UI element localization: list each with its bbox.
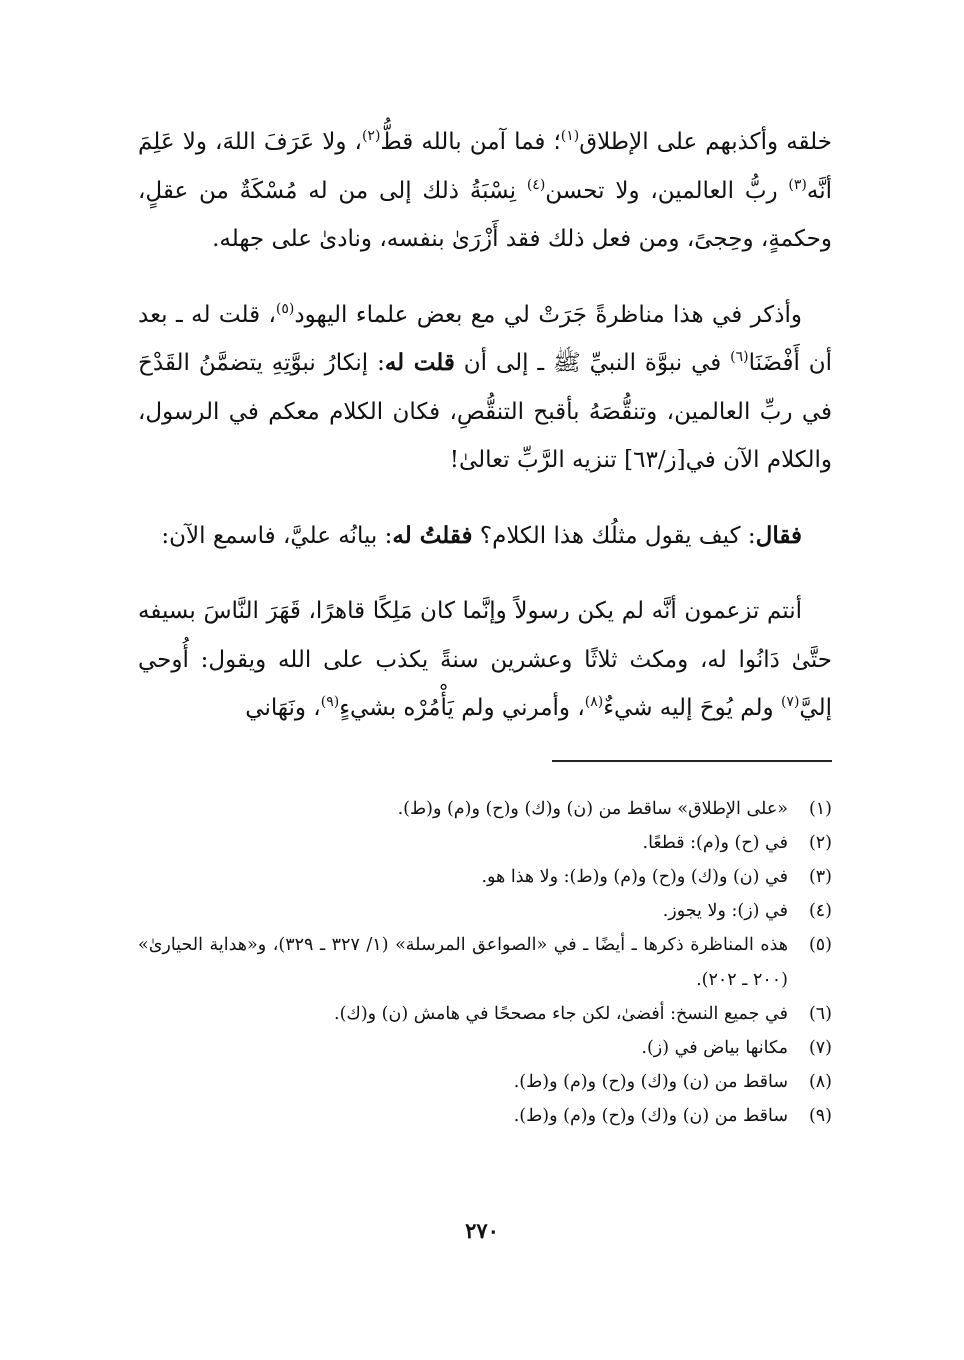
text-run: في نبوَّة النبيِّ ﷺ ـ إلى أن (454, 350, 731, 376)
text-run: ، ونَهَاني (245, 695, 321, 721)
footnote-number: (١) (808, 798, 832, 819)
footnotes (138, 792, 832, 1134)
footnote-text: «على الإطلاق» ساقط من (ن) و(ك) و(ح) و(م) و(ط). (397, 798, 788, 819)
bold-phrase: قلت له (384, 349, 455, 376)
bold-phrase: فقال (755, 521, 802, 549)
footnote-marker: (٨) (584, 694, 604, 710)
footnote-text: هذه المناظرة ذكرها ـ أيضًا ـ في «الصواعق المرسلة» (١/ ٣٢٧ ـ ٣٢٩)، و«هداية الحيارىٰ» (٢٠٠ ـ ٢٠٢). (138, 935, 788, 990)
footnote-text: في جميع النسخ: أفضىٰ، لكن جاء مصححًا في هامش (ن) و(ك). (334, 1003, 788, 1024)
text-run: نِسْبَةُ ذلك إلى من له مُسْكَةٌ من عقلٍ، وحكمةٍ، وحِجىً، ومن فعل ذلك فقد أَزْرَىٰ بنفسه، ونادىٰ على جهله. (138, 177, 832, 252)
footnote-text: في (ح) و(م): قطعًا. (642, 832, 788, 853)
text-run: : إنكارُ نبوَّتِهِ يتضمَّنُ القَدْحَ في ربِّ العالمين، وتنقُّصَهُ بأقبح التنقُّصِ، فكان الكلام معكم في الرسول، والكلام الآن في[ز/٦٣] تنزيه الرَّبِّ تعالىٰ! (138, 350, 832, 473)
page-number: ٢٧٠ (465, 1218, 499, 1243)
text-run: خلقه وأكذبهم على الإطلاق (579, 129, 832, 155)
footnote-item (138, 826, 832, 860)
footnote-number: (٧) (808, 1037, 832, 1058)
text-run: ، قلت له ـ بعد أن أَفْضَنَا (138, 301, 833, 376)
text-run: ولم يُوحَ إليه شيءٌ (603, 695, 781, 721)
footnote-marker: (٤) (526, 176, 546, 193)
paragraph (138, 118, 832, 264)
footnote-text: ساقط من (ن) و(ك) و(ح) و(م) و(ط). (513, 1106, 788, 1127)
footnote-marker: (٦) (730, 349, 749, 365)
footnote-item (138, 997, 832, 1031)
paragraph (138, 512, 832, 561)
footnote-item (138, 860, 832, 894)
footnote-marker: (٥) (275, 300, 295, 317)
text-run: : بيانُه عليَّ، فاسمع الآن: (161, 522, 393, 549)
footnote-number: (٤) (808, 901, 832, 922)
text-run: وأذكر في هذا مناظرةً جَرَتْ لي مع بعض علماء اليهود (294, 301, 802, 328)
footnote-text: في (ن) و(ك) و(ح) و(م) و(ط): ولا هذا هو. (481, 866, 788, 887)
footnote-marker: (٧) (780, 694, 800, 710)
footnote-item (138, 894, 832, 928)
bold-phrase: فقلتُ له (392, 521, 473, 549)
footnote-number: (٩) (808, 1106, 832, 1127)
text-run: ربُّ العالمين، ولا تحسن (545, 177, 789, 204)
footnote-item (138, 1065, 832, 1099)
footnote-item (138, 1099, 832, 1133)
text-run: أنتم تزعمون أنَّه لم يكن رسولاً وإنَّما كان مَلِكًا قاهرًا، قَهَرَ النَّاسَ بسيفه حتَّىٰ دَانُوا له، ومكث ثلاثًا وعشرين سنةً يكذب على الله ويقول: أُوحي إليَّ (138, 598, 832, 721)
text-run: ؛ فما آمن بالله قطُّ (380, 129, 561, 155)
footnote-item (138, 928, 832, 996)
footnote-item (138, 792, 832, 826)
footnote-marker: (٣) (788, 176, 807, 193)
footnote-text: في (ز): ولا يجوز. (662, 901, 788, 922)
paragraph (138, 291, 832, 485)
footnote-item (138, 1031, 832, 1065)
text-run: : كيف يقول مثلُك هذا الكلام؟ (472, 522, 756, 549)
footnote-marker: (١) (560, 128, 580, 144)
footnote-number: (٢) (808, 832, 832, 853)
text-run: ، وأمرني ولم يَأْمُرْه بشيءٍ (339, 695, 585, 721)
footnote-text: ساقط من (ن) و(ك) و(ح) و(م) و(ط). (513, 1072, 788, 1093)
footnote-number: (٣) (808, 866, 832, 887)
text-run: ، ولا عَرَفَ اللهَ، ولا عَلِمَ أنَّه (138, 129, 832, 204)
footnote-number: (٥) (808, 935, 832, 956)
footnote-marker: (٩) (320, 694, 340, 710)
main-text (138, 118, 832, 733)
footnote-number: (٨) (808, 1072, 832, 1093)
footnote-text: مكانها بياض في (ز). (641, 1037, 788, 1058)
paragraph (138, 587, 832, 733)
footnote-marker: (٢) (361, 128, 381, 144)
footnote-number: (٦) (808, 1003, 832, 1024)
footnote-divider (552, 760, 832, 762)
